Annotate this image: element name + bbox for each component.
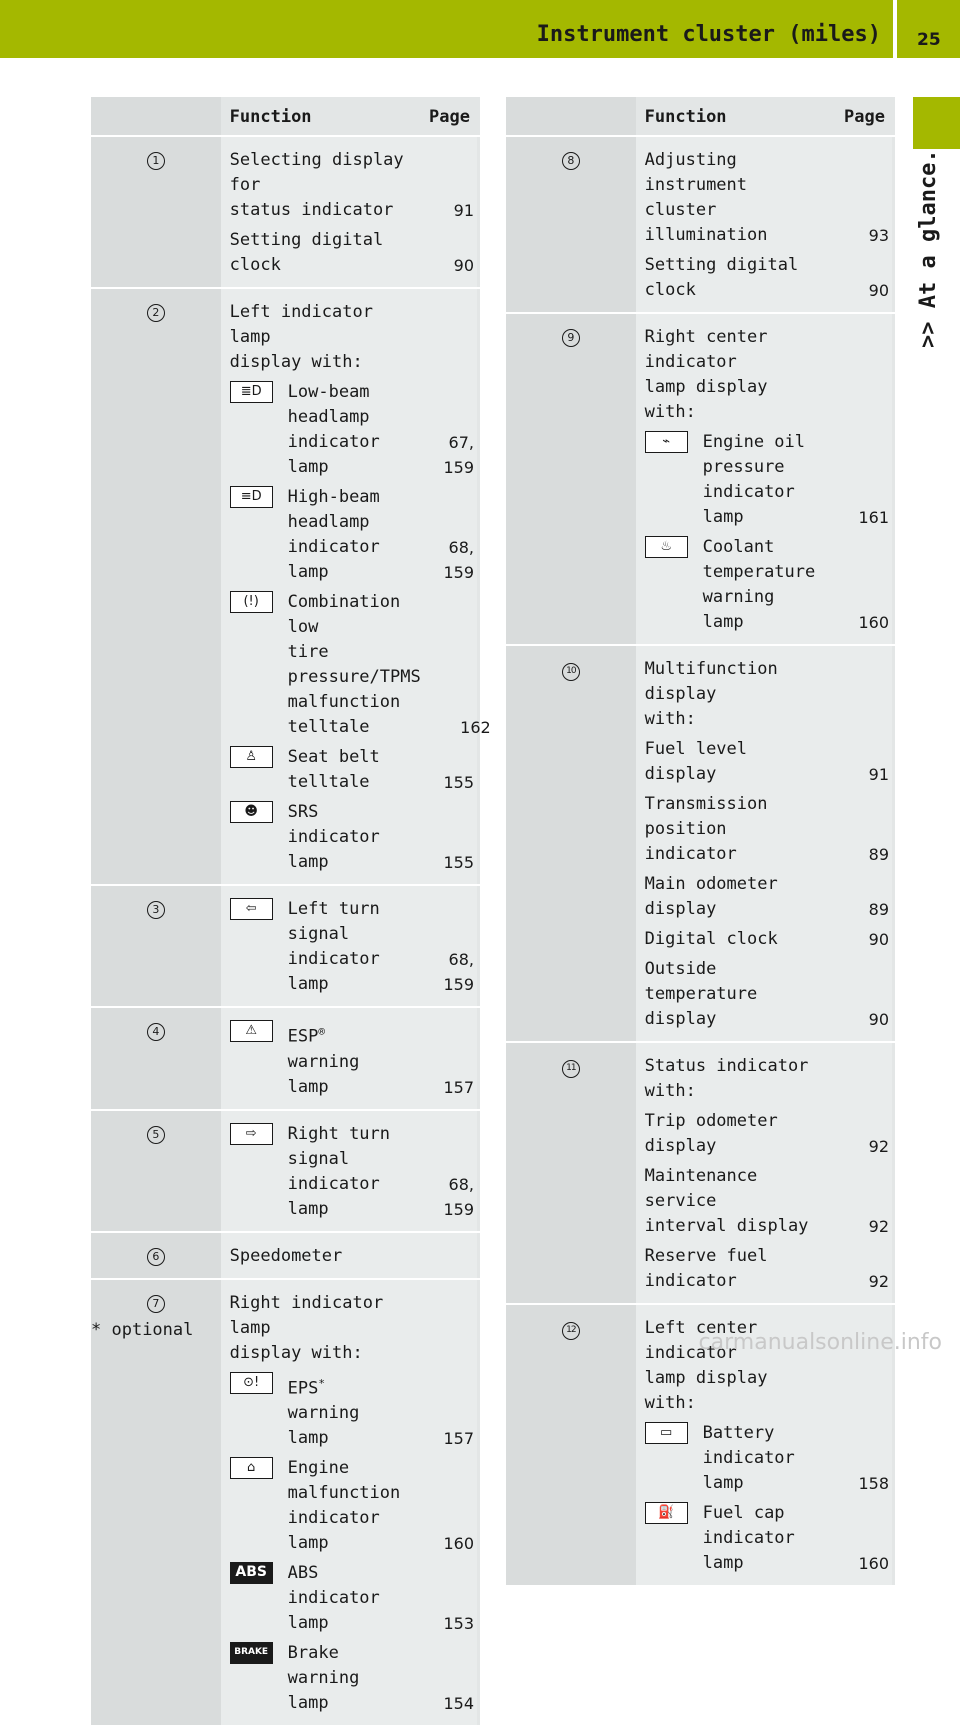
page-reference: 89	[868, 845, 889, 864]
function-label: ABS indicator lamp	[287, 1563, 380, 1634]
function-text	[288, 897, 404, 997]
side-tab-label-box	[912, 149, 952, 358]
page-reference: 161	[858, 508, 889, 527]
function-label: Coolant temperature warning lamp	[702, 537, 816, 632]
seat-belt-icon: ♙	[230, 746, 273, 768]
function-text	[288, 800, 404, 875]
function-text	[645, 253, 819, 303]
row-number-cell	[91, 1279, 221, 1727]
function-entry	[230, 1561, 404, 1636]
page-column-header: Page	[765, 97, 895, 136]
function-line	[645, 657, 810, 732]
function-cell	[636, 645, 895, 1042]
page-reference: 90	[868, 281, 889, 300]
row-number-badge: 12	[562, 1322, 580, 1340]
page-number-box	[897, 0, 960, 58]
function-column-header: Function	[636, 97, 766, 136]
function-entry	[645, 1421, 819, 1496]
function-line	[230, 1244, 395, 1269]
row-number-cell	[91, 1110, 221, 1232]
side-tab	[913, 97, 960, 149]
esp-warning-icon: ⚠	[230, 1020, 273, 1042]
function-line	[230, 1291, 395, 1366]
page-reference: 89	[868, 900, 889, 919]
row-number-cell	[506, 1042, 636, 1304]
table-row	[91, 1007, 480, 1110]
page-reference: 158	[858, 1474, 889, 1493]
row-number-cell	[506, 645, 636, 1042]
function-cell	[221, 1110, 480, 1232]
function-label: Setting digital clock	[229, 230, 384, 275]
function-text	[645, 1054, 819, 1104]
page-reference: 91	[453, 201, 474, 220]
function-table-right	[506, 97, 895, 1587]
row-number-badge: 7	[147, 1295, 165, 1313]
function-entry	[230, 590, 421, 740]
page-column-header: Page	[350, 97, 480, 136]
function-label: High-beam headlamp indicator lamp	[287, 487, 380, 582]
function-entry	[230, 485, 404, 585]
function-label: ESP	[287, 1026, 319, 1047]
function-text	[288, 745, 404, 795]
function-cell	[221, 885, 480, 1007]
function-line	[229, 148, 474, 223]
eps-warning-icon: ⊙!	[230, 1372, 273, 1394]
row-number-badge: 8	[562, 152, 580, 170]
function-label: Left center indicator lamp display with:	[644, 1318, 768, 1413]
table-row	[91, 1110, 480, 1232]
function-text	[288, 1561, 404, 1636]
function-entry	[230, 1019, 404, 1100]
page-reference: 90	[868, 930, 889, 949]
function-entry	[230, 1122, 404, 1222]
function-text	[288, 1122, 404, 1222]
function-label: Multifunction display with:	[644, 659, 778, 729]
number-column-header	[506, 97, 636, 136]
function-label-cont: warning lamp	[287, 1051, 360, 1097]
table-row	[91, 1232, 480, 1279]
row-number-badge: 5	[147, 1126, 165, 1144]
function-label: Maintenance service interval display	[644, 1166, 809, 1236]
function-text	[703, 1501, 819, 1576]
function-line	[645, 430, 889, 530]
function-label: Trip odometer display	[644, 1111, 778, 1156]
function-entry	[230, 1456, 404, 1556]
function-cell	[636, 313, 895, 645]
table-row	[91, 136, 480, 288]
function-line	[644, 872, 889, 922]
superscript-mark: *	[318, 1376, 325, 1390]
function-line	[644, 1109, 889, 1159]
function-line	[644, 957, 889, 1032]
function-label: EPS	[287, 1378, 319, 1399]
table-row	[91, 885, 480, 1007]
function-entry	[645, 535, 819, 635]
function-label: Digital clock	[644, 929, 778, 949]
function-label: Combination low tire pressure/TPMS malfunction telltale	[287, 592, 421, 737]
function-text	[288, 1019, 404, 1100]
function-label: Fuel cap indicator lamp	[702, 1503, 795, 1573]
function-entry	[230, 380, 404, 480]
page-reference: 160	[443, 1534, 474, 1554]
function-text	[288, 1641, 404, 1716]
function-line	[645, 325, 810, 425]
row-number-badge: 4	[147, 1023, 165, 1041]
function-line	[230, 590, 491, 740]
header-bar	[0, 0, 893, 58]
function-text	[230, 228, 404, 278]
row-number-cell	[506, 136, 636, 313]
function-entry	[230, 1244, 404, 1269]
row-number-badge: 11	[562, 1060, 580, 1078]
page-number: 25	[917, 30, 941, 50]
function-line	[230, 300, 395, 375]
function-cell	[636, 136, 895, 313]
function-line	[230, 380, 474, 480]
function-label: Status indicator with:	[644, 1056, 809, 1101]
oil-pressure-icon: ⌁	[645, 431, 688, 453]
function-line	[230, 485, 474, 585]
function-entry	[645, 325, 819, 425]
function-label: SRS indicator lamp	[287, 802, 380, 872]
function-text	[645, 872, 819, 922]
function-label-cont: warning lamp	[287, 1403, 360, 1449]
abs-icon: ABS	[230, 1562, 273, 1584]
function-line	[644, 1164, 889, 1239]
function-entry	[645, 792, 819, 867]
page-reference: 157	[443, 1077, 474, 1097]
footnote	[91, 1320, 193, 1340]
page-reference: 92	[868, 1272, 889, 1291]
function-label: Selecting display for status indicator	[229, 150, 404, 220]
function-text	[645, 325, 819, 425]
function-line	[644, 792, 889, 867]
function-cell	[221, 288, 491, 885]
function-entry	[230, 1291, 404, 1366]
function-label: Speedometer	[229, 1245, 343, 1266]
page-reference: 68, 159	[443, 950, 474, 994]
page-reference: 68, 159	[443, 538, 474, 582]
brake-icon: BRAKE	[230, 1642, 273, 1664]
footnote-mark: *	[91, 1320, 102, 1340]
function-text	[645, 657, 819, 732]
left-table-body	[91, 136, 491, 1726]
page-reference: 160	[858, 1554, 889, 1573]
row-number-cell	[91, 136, 221, 288]
function-line	[645, 1421, 889, 1496]
function-label: Right turn signal indicator lamp	[287, 1123, 391, 1219]
table-row	[506, 313, 895, 645]
page-reference: 92	[868, 1217, 889, 1236]
page-reference: 153	[443, 1614, 474, 1634]
function-entry	[230, 148, 404, 223]
function-cell	[221, 1232, 480, 1279]
function-label: Transmission position indicator	[644, 794, 768, 864]
function-cell	[221, 1007, 480, 1110]
function-line	[644, 148, 889, 248]
function-entry	[645, 1501, 819, 1576]
page-reference: 68, 159	[443, 1174, 474, 1219]
superscript-mark: ®	[318, 1025, 325, 1038]
page-title: Instrument cluster (miles)	[536, 22, 881, 47]
function-text	[645, 957, 819, 1032]
function-line	[230, 1019, 474, 1100]
watermark: carmanualsonline.info	[698, 1330, 942, 1355]
low-beam-icon: ≣D	[230, 381, 273, 403]
table-row	[506, 1042, 895, 1304]
function-entry	[230, 228, 404, 278]
function-label: Left indicator lamp display with:	[229, 302, 373, 372]
function-text	[230, 1291, 404, 1366]
function-line	[230, 745, 474, 795]
function-entry	[645, 253, 819, 303]
number-column-header	[91, 97, 221, 136]
function-cell	[221, 136, 480, 288]
function-entry	[645, 927, 819, 952]
fuel-cap-icon: ⛽	[645, 1502, 688, 1524]
function-label: Right indicator lamp display with:	[229, 1292, 384, 1363]
function-label: Setting digital clock	[644, 255, 799, 300]
high-beam-icon: ≡D	[230, 486, 273, 508]
function-entry	[230, 300, 404, 375]
footnote-text: optional	[101, 1320, 194, 1340]
function-line	[230, 800, 474, 875]
function-line	[229, 228, 474, 278]
page-reference: 90	[453, 256, 474, 275]
page-reference: 67, 159	[443, 433, 474, 477]
function-label: Main odometer display	[644, 874, 778, 919]
function-text	[230, 300, 404, 375]
function-label: Low-beam headlamp indicator lamp	[287, 382, 380, 477]
function-text	[288, 590, 421, 740]
page-reference: 90	[868, 1010, 889, 1029]
function-text	[703, 1421, 819, 1496]
right-turn-icon: ⇨	[230, 1123, 273, 1145]
function-text	[645, 1109, 819, 1159]
function-text	[288, 485, 404, 585]
table-row	[91, 1279, 480, 1727]
function-label: Outside temperature display	[644, 959, 758, 1029]
function-line	[644, 737, 889, 787]
row-number-badge: 9	[562, 329, 580, 347]
function-text	[703, 430, 819, 530]
function-text	[645, 737, 819, 787]
table-row	[506, 136, 895, 313]
row-number-cell	[506, 1304, 636, 1586]
function-label: Engine malfunction indicator lamp	[287, 1458, 401, 1554]
row-number-badge: 6	[147, 1248, 165, 1266]
page-reference: 155	[443, 853, 474, 872]
function-line	[230, 1641, 474, 1716]
function-line	[230, 1456, 474, 1556]
function-text	[703, 535, 819, 635]
coolant-icon: ♨	[645, 536, 688, 558]
function-line	[230, 1122, 474, 1222]
page-reference: 93	[868, 226, 889, 245]
function-line	[644, 927, 889, 952]
function-entry	[230, 897, 404, 997]
function-column-header: Function	[221, 97, 351, 136]
function-table-left	[91, 97, 491, 1727]
function-text	[645, 148, 819, 248]
function-line	[230, 1371, 474, 1452]
function-label: Right center indicator lamp display with:	[644, 327, 768, 422]
function-cell	[221, 1279, 480, 1727]
row-number-cell	[91, 1007, 221, 1110]
function-entry	[230, 1641, 404, 1716]
function-entry	[645, 737, 819, 787]
function-text	[645, 1244, 819, 1294]
row-number-cell	[91, 885, 221, 1007]
function-line	[645, 535, 889, 635]
function-text	[230, 1244, 404, 1269]
function-text	[288, 380, 404, 480]
function-text	[288, 1371, 404, 1452]
function-entry	[645, 1164, 819, 1239]
function-label: Adjusting instrument cluster illumination	[644, 150, 768, 245]
function-entry	[645, 1054, 819, 1104]
function-cell	[636, 1042, 895, 1304]
function-line	[644, 253, 889, 303]
function-line	[645, 1054, 810, 1104]
row-number-cell	[506, 313, 636, 645]
function-entry	[230, 800, 404, 875]
function-entry	[230, 745, 404, 795]
tpms-icon: (!)	[230, 591, 273, 613]
function-text	[288, 1456, 404, 1556]
page-reference: 157	[443, 1429, 474, 1449]
function-line	[645, 1501, 889, 1576]
function-text	[645, 927, 819, 952]
function-line	[644, 1244, 889, 1294]
battery-icon: ▭	[645, 1422, 688, 1444]
right-table-body	[506, 136, 895, 1586]
function-label: Reserve fuel indicator	[644, 1246, 768, 1291]
engine-malfunction-icon: ⌂	[230, 1457, 273, 1479]
function-entry	[230, 1371, 404, 1452]
function-label: Engine oil pressure indicator lamp	[702, 432, 806, 527]
function-label: Brake warning lamp	[287, 1643, 360, 1714]
table-row	[91, 288, 480, 885]
left-turn-icon: ⇦	[230, 898, 273, 920]
row-number-badge: 3	[147, 901, 165, 919]
function-label: Left turn signal indicator lamp	[287, 899, 380, 994]
function-entry	[645, 957, 819, 1032]
page-reference: 155	[443, 773, 474, 792]
row-number-badge: 2	[147, 304, 165, 322]
side-tab-label: >> At a glance.	[916, 149, 941, 348]
function-text	[645, 1164, 819, 1239]
row-number-cell	[91, 1232, 221, 1279]
page-reference: 162	[460, 718, 491, 737]
function-text	[645, 792, 819, 867]
function-label: Battery indicator lamp	[702, 1423, 795, 1493]
function-entry	[645, 430, 819, 530]
function-line	[230, 897, 474, 997]
function-label: Fuel level display	[644, 739, 748, 784]
function-entry	[645, 872, 819, 922]
function-text	[230, 148, 404, 223]
table-row	[506, 645, 895, 1042]
srs-icon: ☻	[230, 801, 273, 823]
function-label: Seat belt telltale	[287, 747, 380, 792]
row-number-badge: 10	[562, 663, 580, 681]
function-entry	[645, 148, 819, 248]
page-reference: 154	[443, 1694, 474, 1714]
page-reference: 160	[858, 613, 889, 632]
function-entry	[645, 1109, 819, 1159]
function-entry	[645, 657, 819, 732]
row-number-badge: 1	[147, 152, 165, 170]
page-reference: 92	[868, 1137, 889, 1156]
function-entry	[645, 1244, 819, 1294]
row-number-cell	[91, 288, 221, 885]
page-reference: 91	[868, 765, 889, 784]
function-line	[230, 1561, 474, 1636]
